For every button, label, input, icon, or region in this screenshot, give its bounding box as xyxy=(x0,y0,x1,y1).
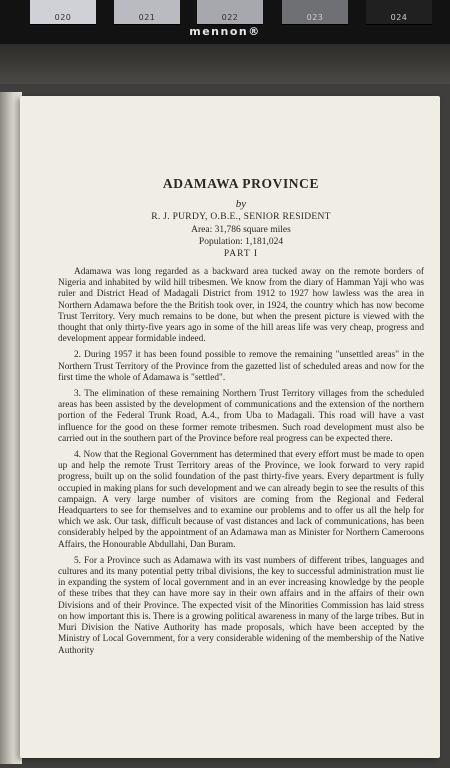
patch-label: 022 xyxy=(221,13,239,22)
facing-page-edge xyxy=(0,92,22,764)
color-patch-021 xyxy=(114,0,180,25)
part-heading: PART I xyxy=(223,249,259,259)
author-line: R. J. PURDY, O.B.E., SENIOR RESIDENT xyxy=(151,212,331,222)
color-patch-022 xyxy=(197,0,263,25)
color-patch-020 xyxy=(30,0,96,25)
population-line: Population: 1,181,024 xyxy=(198,237,284,247)
patch-label: 020 xyxy=(54,13,72,22)
paragraph: 5. For a Province such as Adamawa with its vast numbers of different tribes, languages and cultures and its many potential petty tribal divisions, the key to successful administration must lie in expanding the system of local government and in an ever increasing knowledge by the people of these tribes that they can have more say in their own affairs and in the affairs of their own Divisions and of their Province. The expected visit of the Minorities Commission has laid stress on how important this is. There is a growing political awareness in many of the large tribes. But in Muri Division the Native Authority has made proposals, which have been accepted by the Ministry of Local Government, for a very considerable widening of the membership of the Native Authority xyxy=(58,555,424,656)
paragraph: 4. Now that the Regional Government has determined that every effort must be made to open up and help the remote Trust Territory areas of the Province, we look forward to very rapid progress, built up on the solid foundation of the past thirty-five years. Every department is fully occupied in making plans for such development and we can already begin to see the results of this campaign. A very large number of visitors are coming from the Regional and Federal Headquarters to see for themselves and to examine our problems and to offer us all the help for which we ask. Our task, difficult because of vast distances and lack of communications, has been considerably helped by the appointment of an Adamawa man as Minister for Northern Cameroons Affairs, the Honourable Abdullahi, Dan Buram. xyxy=(58,450,424,550)
paragraph: 2. During 1957 it has been found possible to remove the remaining "unsettled areas" in the Northern Trust Territory of the Province from the gazetted list of scheduled areas and now for the first time the whole of Adamawa is "settled". xyxy=(58,350,424,383)
background-surface xyxy=(0,44,450,84)
patch-label: 024 xyxy=(390,13,408,22)
page-content xyxy=(58,176,424,662)
paragraph: Adamawa was long regarded as a backward area tucked away on the remote borders of Nigeria and inhabited by wild hill tribesmen. We know from the diary of Hamman Yaji who was ruler and District Head of Madagali District from 1912 to 1927 how lawless was the area in Northern Adamawa before the the British took over, in 1924, the country which has now become Trust Territory. Very much remains to be done, but when the present picture is viewed with the thought that only thirty-five years ago in some of the hill areas life was very cheap, progress and development appear formidable indeed. xyxy=(58,267,424,345)
color-patch-024 xyxy=(366,0,432,25)
area-line: Area: 31,786 square miles xyxy=(191,225,291,235)
paragraph: 3. The elimination of these remaining Northern Trust Territory villages from the scheduled areas has been assisted by the development of communications and the extension of the northern portion of the Federal Trunk Road, A.4., from Uba to Madagali. This road will have a vast influence for the good on these former remote tribesmen. Such road development must also be carried out in the southern part of the Province before real progress can be expected there. xyxy=(58,389,424,444)
patch-label: 021 xyxy=(138,13,156,22)
byline-by: by xyxy=(235,198,247,210)
calibration-strip xyxy=(0,0,450,44)
patch-label: 023 xyxy=(306,13,324,22)
document-title: ADAMAWA PROVINCE xyxy=(162,176,320,191)
brand-logo-text: mennon® xyxy=(189,25,261,38)
color-patch-023 xyxy=(282,0,348,25)
document-page xyxy=(20,96,440,758)
